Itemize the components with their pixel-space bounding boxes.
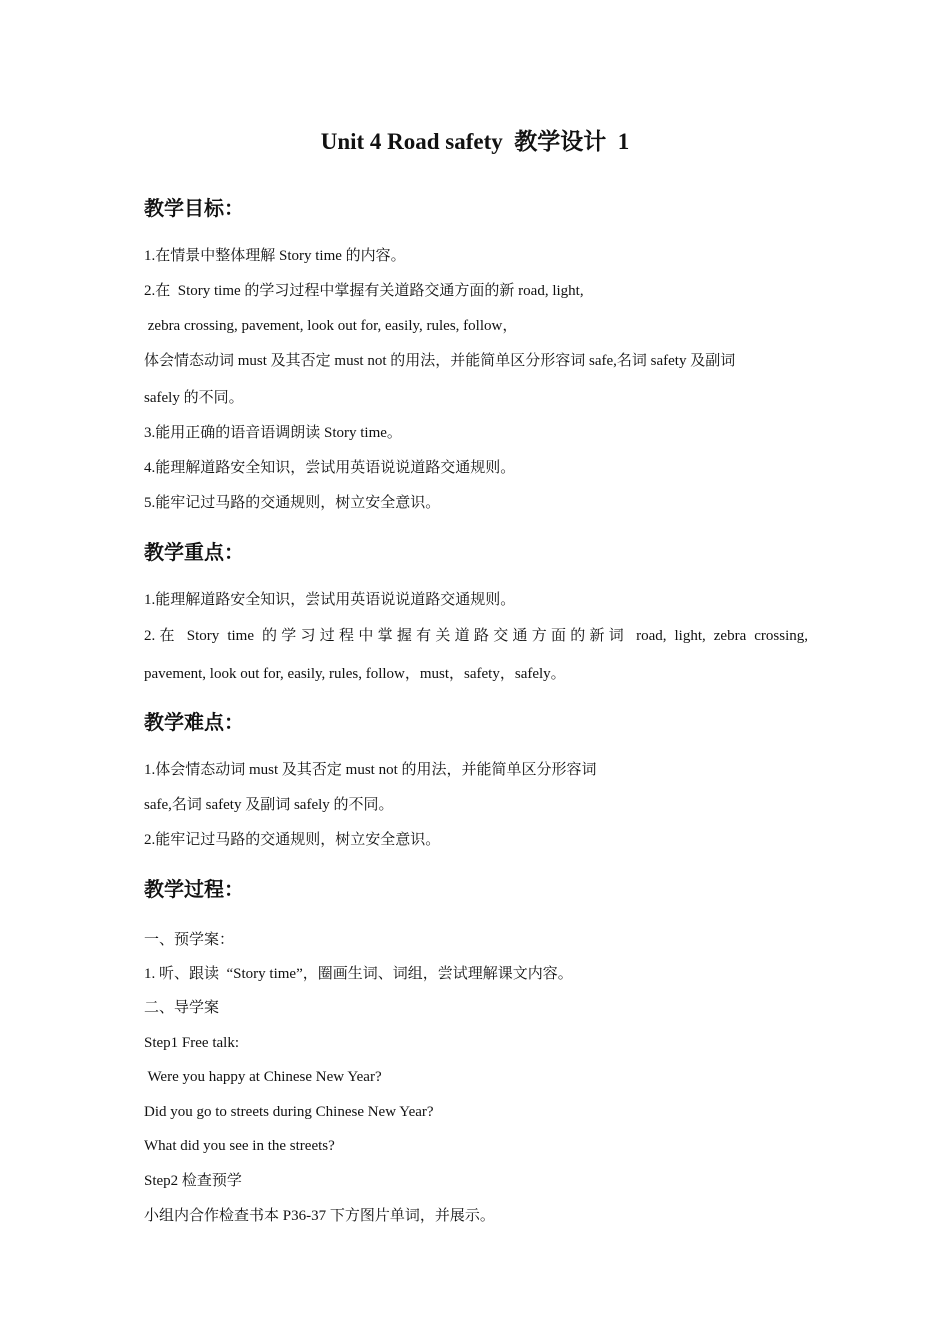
key-point-line: 1.能理解道路安全知识，尝试用英语说说道路交通规则。 bbox=[144, 592, 516, 608]
process-line: Step2 检查预学 bbox=[144, 1173, 242, 1189]
objective-line: 2.在 Story time 的学习过程中掌握有关道路交通方面的新 road, light, bbox=[144, 283, 584, 299]
objective-line: 3.能用正确的语音语调朗读 Story time。 bbox=[144, 425, 402, 441]
objective-line: 1.在情景中整体理解 Story time 的内容。 bbox=[144, 248, 406, 264]
section-heading-process: 教学过程： bbox=[144, 877, 244, 901]
objective-line: 5.能牢记过马路的交通规则，树立安全意识。 bbox=[144, 495, 441, 511]
process-line: 1. 听、跟读 “Story time”，圈画生词、词组，尝试理解课文内容。 bbox=[144, 966, 573, 982]
difficulty-line: 2.能牢记过马路的交通规则，树立安全意识。 bbox=[144, 832, 441, 848]
process-line: 小组内合作检查书本 P36-37 下方图片单词，并展示。 bbox=[144, 1208, 495, 1224]
process-line: What did you see in the streets? bbox=[144, 1138, 335, 1154]
key-point-line: 2.在 Story time 的学习过程中掌握有关道路交通方面的新词 road, light, zebra crossing, bbox=[144, 628, 808, 644]
key-point-line: pavement, look out for, easily, rules, follow，must，safety，safely。 bbox=[144, 666, 566, 682]
section-heading-objectives: 教学目标： bbox=[144, 196, 244, 220]
process-line: Step1 Free talk: bbox=[144, 1035, 239, 1051]
process-line: 二、导学案 bbox=[144, 1000, 220, 1016]
process-line: Were you happy at Chinese New Year? bbox=[144, 1069, 382, 1085]
objective-line: safely 的不同。 bbox=[144, 390, 244, 406]
difficulty-line: safe,名词 safety 及副词 safely 的不同。 bbox=[144, 797, 394, 813]
section-heading-difficulties: 教学难点： bbox=[144, 710, 244, 734]
process-line: Did you go to streets during Chinese New Year? bbox=[144, 1104, 434, 1120]
section-heading-key-points: 教学重点： bbox=[144, 540, 244, 564]
process-line: 一、预学案： bbox=[144, 932, 235, 948]
objective-line: 体会情态动词 must 及其否定 must not 的用法，并能简单区分形容词 safe,名词 safety 及副词 bbox=[144, 353, 736, 369]
objective-line: 4.能理解道路安全知识，尝试用英语说说道路交通规则。 bbox=[144, 460, 516, 476]
document-title: Unit 4 Road safety 教学设计 1 bbox=[320, 129, 630, 154]
difficulty-line: 1.体会情态动词 must 及其否定 must not 的用法，并能简单区分形容词 bbox=[144, 762, 597, 778]
objective-line: zebra crossing, pavement, look out for, easily, rules, follow， bbox=[144, 318, 518, 334]
